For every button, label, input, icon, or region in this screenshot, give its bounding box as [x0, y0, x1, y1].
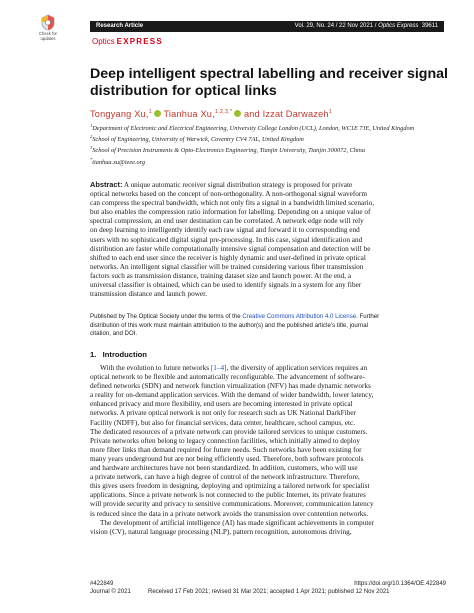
orcid-icon[interactable] [154, 110, 161, 117]
journal-logo-optics: Optics [92, 37, 115, 46]
affiliation-sup: 2 [90, 134, 93, 140]
journal-header-bar [90, 21, 444, 32]
body-line: will provide security and privacy to sensitive communications. Moreover, communication latency [90, 500, 374, 509]
crossmark-icon [40, 14, 56, 31]
body-line: a private network, can have a high degree of control of the network infrastructure. Therefore, [90, 473, 360, 482]
abstract-line: factors such as transmission distance, training dataset size and launch power. At the end, a [90, 271, 352, 280]
author-affil-sup: 1 [148, 109, 152, 115]
body-line: optical network to be flexible and automatically reconfigurable. The advancement of software- [90, 373, 365, 382]
body-line: applications. Since a private network is not connected to the public Internet, its private features [90, 491, 366, 500]
orcid-icon[interactable] [234, 110, 241, 117]
citation-page: 39611 [418, 23, 438, 29]
abstract-text: A unique automatic receiver signal distribution strategy is proposed for private [122, 181, 353, 189]
author-name: and Izzat Darwazeh [243, 109, 329, 120]
affiliation-text: Department of Electronic and Electrical Engineering, University College London (UCL), London, WC1E 7JE, United Kingdom [92, 125, 415, 133]
abstract-line: on deep learning to intelligently identify each raw signal and forward it to corresponding end [90, 226, 360, 235]
license-line: distribution of this work must maintain attribution to the author(s) and the published article’s title, journal [90, 321, 368, 329]
abstract-line: transmission distance and launch power. [90, 290, 207, 299]
corresponding-email[interactable] [90, 156, 446, 167]
affiliation [90, 122, 446, 133]
copyright: Journal © 2021 [90, 589, 131, 596]
license-text: Published by The Optical Society under the terms of the [90, 313, 243, 320]
article-id: #422849 [90, 581, 114, 587]
body-line: many years underground but are not being efficiently used. Therefore, both software protocols [90, 454, 364, 463]
abstract-line: spectral compression, an end user destination can be correlated. A network edge node will rely [90, 217, 364, 226]
abstract-line: users with no sophisticated digital signal pre-processing. In this case, signal identification and [90, 235, 363, 244]
introduction-body [90, 364, 446, 537]
author-name: Tongyang Xu, [90, 109, 149, 120]
author-list [90, 106, 450, 120]
publication-history: Received 17 Feb 2021; revised 31 Mar 2021; accepted 1 Apr 2021; published 12 Nov 2021 [148, 589, 390, 596]
body-line: The development of artificial intelligence (AI) has made significant achievements in computer [100, 518, 374, 527]
affiliation [90, 144, 446, 155]
affiliation-sup: 3 [90, 145, 93, 151]
body-line: Facility (NDFF), but also for financial services, data center, healthcare, school campus, etc. [90, 418, 356, 427]
check-for-updates-badge[interactable] [34, 14, 62, 41]
citation-prefix: Vol. 29, No. 24 / 22 Nov 2021 / [294, 23, 379, 29]
doi-link[interactable]: https://doi.org/10.1364/OE.422849 [354, 581, 446, 587]
citation-link[interactable]: [1–4] [210, 364, 227, 372]
citation-journal: Optics Express [378, 23, 419, 29]
abstract-line: shifted to each end user since the receiver is highly dynamic and user-defined in private optical [90, 253, 366, 262]
abstract-line: optical networks based on the concept of non-orthogonality. A non-orthogonal signal waveform [90, 190, 367, 199]
affiliation-sup: * [90, 156, 93, 162]
citation-line [295, 21, 438, 32]
body-line: vision (CV), natural language processing (NLP), pattern recognition, autonomous driving, [90, 527, 352, 536]
license-line: citation, and DOI. [90, 330, 138, 338]
abstract-line: distribution are faster while computationally intensive signal compensation and detection will be [90, 244, 371, 253]
affiliation [90, 133, 446, 144]
body-text: With the evolution to future networks [100, 364, 211, 372]
license-statement [90, 313, 446, 339]
article-title: Deep intelligent spectral labelling and receiver signal distribution for optical links [90, 66, 448, 99]
body-line: is reduced since the data in a private network avoids the transmission over contention networks. [90, 509, 369, 518]
page-footer [90, 580, 446, 597]
abstract-label: Abstract: [90, 180, 123, 189]
abstract-line: universal classifier is obtained, which can be used to identify signals in a system for any fiber [90, 281, 362, 290]
body-line: networks. A private optical network is not only for research such as UK National DarkFiber [90, 409, 356, 418]
abstract-line: networks. An intelligent signal classifier will be trained considering various fiber transmission [90, 262, 364, 271]
license-text: . Further [356, 313, 380, 320]
author-affil-sup: 1,2,3,* [214, 109, 233, 115]
journal-logo [92, 37, 163, 47]
abstract-line [90, 180, 446, 190]
abstract-line: but also enables the compression ratio information for labelling. Depending on a unique value of [90, 208, 371, 217]
license-line [90, 313, 446, 322]
affiliation-sup: 1 [90, 123, 93, 128]
article-type: Research Article [96, 23, 144, 29]
author-affil-sup: 1 [328, 109, 333, 115]
affiliations [90, 122, 446, 167]
author-name: Tianhua Xu, [163, 109, 215, 120]
license-link[interactable]: Creative Commons Attribution 4.0 License [242, 313, 357, 320]
body-line: The dedicated resources of a private network can provide tailored services to unique customers. [90, 427, 368, 436]
body-line: and hardware architectures have not been standardized. In addition, customers, who will use [90, 464, 358, 473]
body-line: a reality for on-demand application services. With the demand of wider bandwidth, lower latency, [90, 391, 374, 400]
affiliation-text: School of Engineering, University of Warwick, Coventry CV4 7AL, United Kingdom [92, 136, 304, 144]
email-text: tianhua.xu@ieee.org [92, 158, 146, 166]
body-line: defined networks (SDN) and network function virtualization (NFV) has made dynamic networks [90, 382, 371, 391]
body-line: this gives users freedom in designing, deploying and optimizing a tailored network for specialist [90, 482, 370, 491]
section-heading: 1. Introduction [90, 350, 147, 359]
body-line: enhanced privacy and more flexibility, end users are becoming interested in private optical [90, 400, 353, 409]
body-line [90, 364, 446, 373]
body-line: more fiber links than demand required for future needs. Such networks have been existing for [90, 445, 362, 454]
body-text: , the diversity of application services requires an [226, 364, 368, 372]
abstract-line: can compress the spectral bandwidth, which not only fits a signal in a bandwidth limited scenario, [90, 199, 375, 208]
affiliation-text: School of Precision Instruments & Opto-Electronics Engineering, Tianjin University, Tianjin 300072, China [92, 147, 365, 155]
journal-logo-express: EXPRESS [116, 37, 163, 46]
crossmark-label: Check for updates [39, 31, 57, 41]
body-line: Private networks often belong to legacy connection facilities, which initially aimed to deploy [90, 436, 360, 445]
abstract [90, 180, 446, 299]
